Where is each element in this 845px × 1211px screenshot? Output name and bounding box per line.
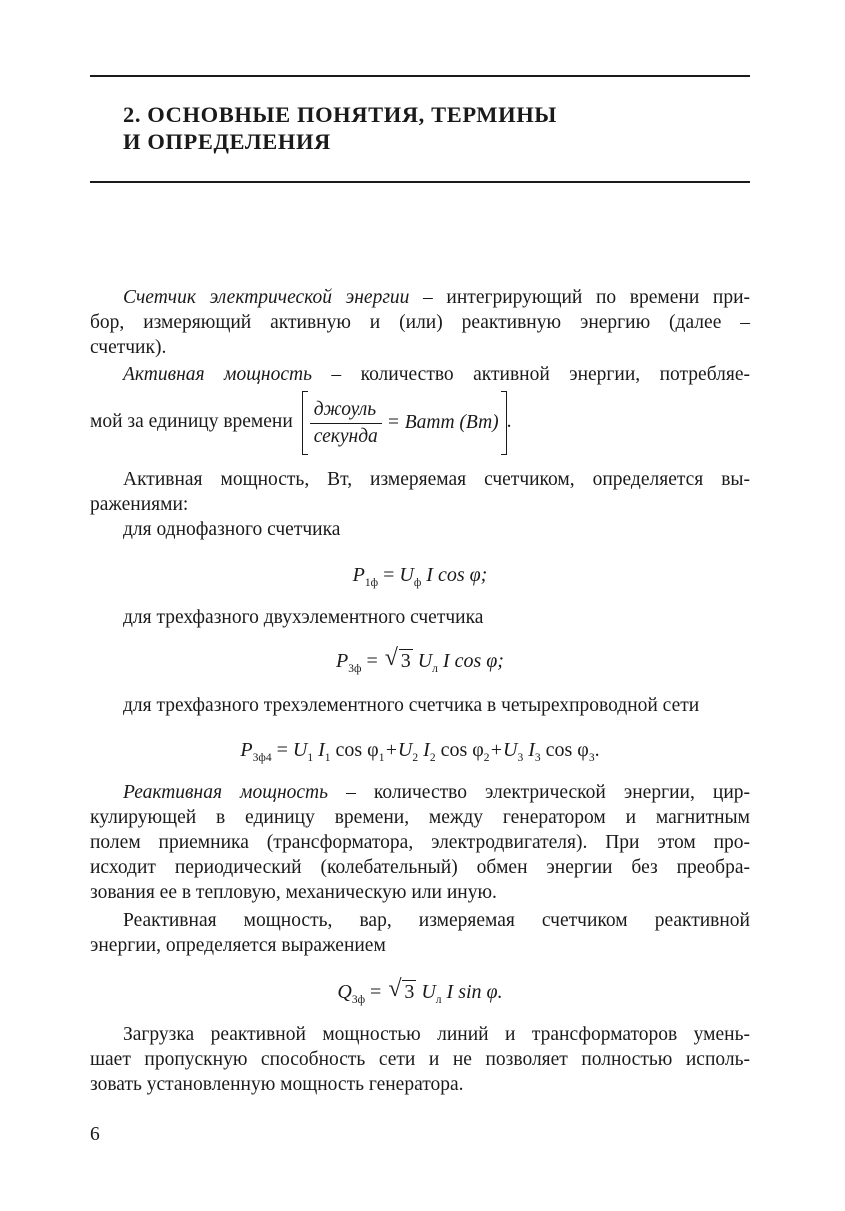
text-line: мой за единицу времени <box>90 411 293 432</box>
term-active-power: Активная мощность <box>123 364 312 385</box>
chapter-heading-line-1: 2. ОСНОВНЫЕ ПОНЯТИЯ, ТЕРМИНЫ <box>123 102 557 127</box>
formula-subscript: 1 <box>324 752 331 764</box>
formula-subscript: 2 <box>429 752 436 764</box>
text-line: энергии, определяется выражением <box>90 935 386 956</box>
formula-subscript: 3 <box>534 752 541 764</box>
fraction-numerator: джоуль <box>310 399 382 424</box>
text-line: – количество активной энергии, потребляе- <box>311 364 750 385</box>
formula-subscript: 1ф <box>364 577 379 589</box>
unit-equivalent: = Ватт (Вт) <box>386 411 499 433</box>
radicand: 3 <box>400 650 411 672</box>
formula-subscript: 3 <box>588 752 595 764</box>
formula-subscript: 3ф <box>348 663 362 675</box>
formula-term: cos φ <box>435 739 484 761</box>
punctuation: . <box>506 411 512 432</box>
formula-subscript: ф <box>413 577 422 589</box>
formula-subscript: 1 <box>307 752 314 764</box>
formula-symbol: Q <box>337 981 352 1003</box>
text-line: зовать установленную мощность генератора. <box>90 1074 464 1095</box>
text-line: полем приемника (трансформатора, электродвигателя). При этом про- <box>90 832 750 853</box>
paragraph-reactive-power <box>90 780 750 905</box>
formula-reactive-three-phase <box>90 976 750 1006</box>
text-line: Реактивная мощность, вар, измеряемая счетчиком реактивной <box>123 910 750 931</box>
text-line: счетчик). <box>90 337 167 358</box>
unit-bracket <box>302 395 507 451</box>
chapter-heading <box>123 101 723 155</box>
formula-symbol: P <box>352 564 365 586</box>
formula-equals: = <box>378 564 400 586</box>
paragraph-reactive-power-measure <box>90 908 750 958</box>
page-number: 6 <box>90 1124 100 1145</box>
bottom-rule <box>90 181 750 183</box>
formula-symbol: U <box>399 564 414 586</box>
formula-symbol: P <box>240 739 253 761</box>
formula-term: cos φ <box>330 739 379 761</box>
punctuation: . <box>594 739 600 761</box>
formula-symbol: U <box>412 650 433 672</box>
paragraph-meter-definition <box>90 285 750 360</box>
text-line: – количество электрической энергии, цир- <box>328 782 750 803</box>
formula-symbol: I <box>523 739 535 761</box>
text-line: для трехфазного двухэлементного счетчика <box>123 607 484 628</box>
text-line: исходит периодический (колебательный) обмен энергии без преобра- <box>90 857 750 878</box>
text-line: бор, измеряющий активную и (или) реактивную энергию (далее – <box>90 312 750 333</box>
formula-symbol: +U <box>384 739 413 761</box>
text-line: зования ее в тепловую, механическую или иную. <box>90 882 497 903</box>
formula-symbol: I <box>418 739 430 761</box>
formula-term: cos φ <box>540 739 589 761</box>
term-meter: Счетчик электрической энергии <box>123 287 410 308</box>
text-line: Активная мощность, Вт, измеряемая счетчиком, определяется вы- <box>123 469 750 490</box>
unit-fraction <box>310 399 382 448</box>
formula-subscript: 3 <box>517 752 524 764</box>
text-line: ражениями: <box>90 494 189 515</box>
formula-equals: = <box>271 739 293 761</box>
formula-subscript: 3ф4 <box>252 752 272 764</box>
formula-equals: = <box>365 981 387 1003</box>
formula-symbol: +U <box>489 739 518 761</box>
text-line: – интегрирующий по времени при- <box>409 287 750 308</box>
formula-subscript: л <box>435 994 442 1006</box>
formula-subscript: л <box>432 663 438 675</box>
text-line: шает пропускную способность сети и не позволяет полностью исполь- <box>90 1049 750 1070</box>
formula-subscript: 2 <box>483 752 490 764</box>
paragraph-active-power-measure <box>90 467 750 542</box>
formula-equals: = <box>361 650 383 672</box>
formula-symbol: U <box>416 981 436 1003</box>
formula-subscript: 1 <box>378 752 385 764</box>
text-line: Загрузка реактивной мощностью линий и трансформаторов умень- <box>123 1024 750 1045</box>
text-line: кулирующей в единицу времени, между генератором и магнитным <box>90 807 750 828</box>
formula-symbol: U <box>292 739 308 761</box>
formula-symbol: I <box>313 739 325 761</box>
active-power-unit-line <box>90 394 750 451</box>
formula-subscript: 3ф <box>351 994 366 1006</box>
term-reactive-power: Реактивная мощность <box>123 782 329 803</box>
fraction-denominator: секунда <box>313 425 378 447</box>
formula-rest: I cos φ; <box>437 650 504 672</box>
formula-single-phase <box>90 562 750 588</box>
square-root: √ 3 <box>388 976 415 1003</box>
square-root: √ 3 <box>384 645 411 672</box>
chapter-heading-line-2: И ОПРЕДЕЛЕНИЯ <box>123 129 331 154</box>
paragraph-three-phase-three-element <box>90 693 750 718</box>
top-rule <box>90 75 750 77</box>
formula-three-phase-two-element <box>90 645 750 675</box>
paragraph-reactive-load <box>90 1022 750 1097</box>
text-line: для трехфазного трехэлементного счетчика в четырехпроводной сети <box>123 695 700 716</box>
radicand: 3 <box>404 981 415 1003</box>
formula-three-phase-four-wire <box>90 737 750 763</box>
formula-symbol: P <box>336 650 349 672</box>
formula-rest: I cos φ; <box>421 564 488 586</box>
paragraph-three-phase-two-element <box>90 605 750 630</box>
text-line: для однофазного счетчика <box>123 519 341 540</box>
paragraph-active-power <box>90 362 750 387</box>
formula-subscript: 2 <box>412 752 419 764</box>
formula-rest: I sin φ. <box>441 981 503 1003</box>
